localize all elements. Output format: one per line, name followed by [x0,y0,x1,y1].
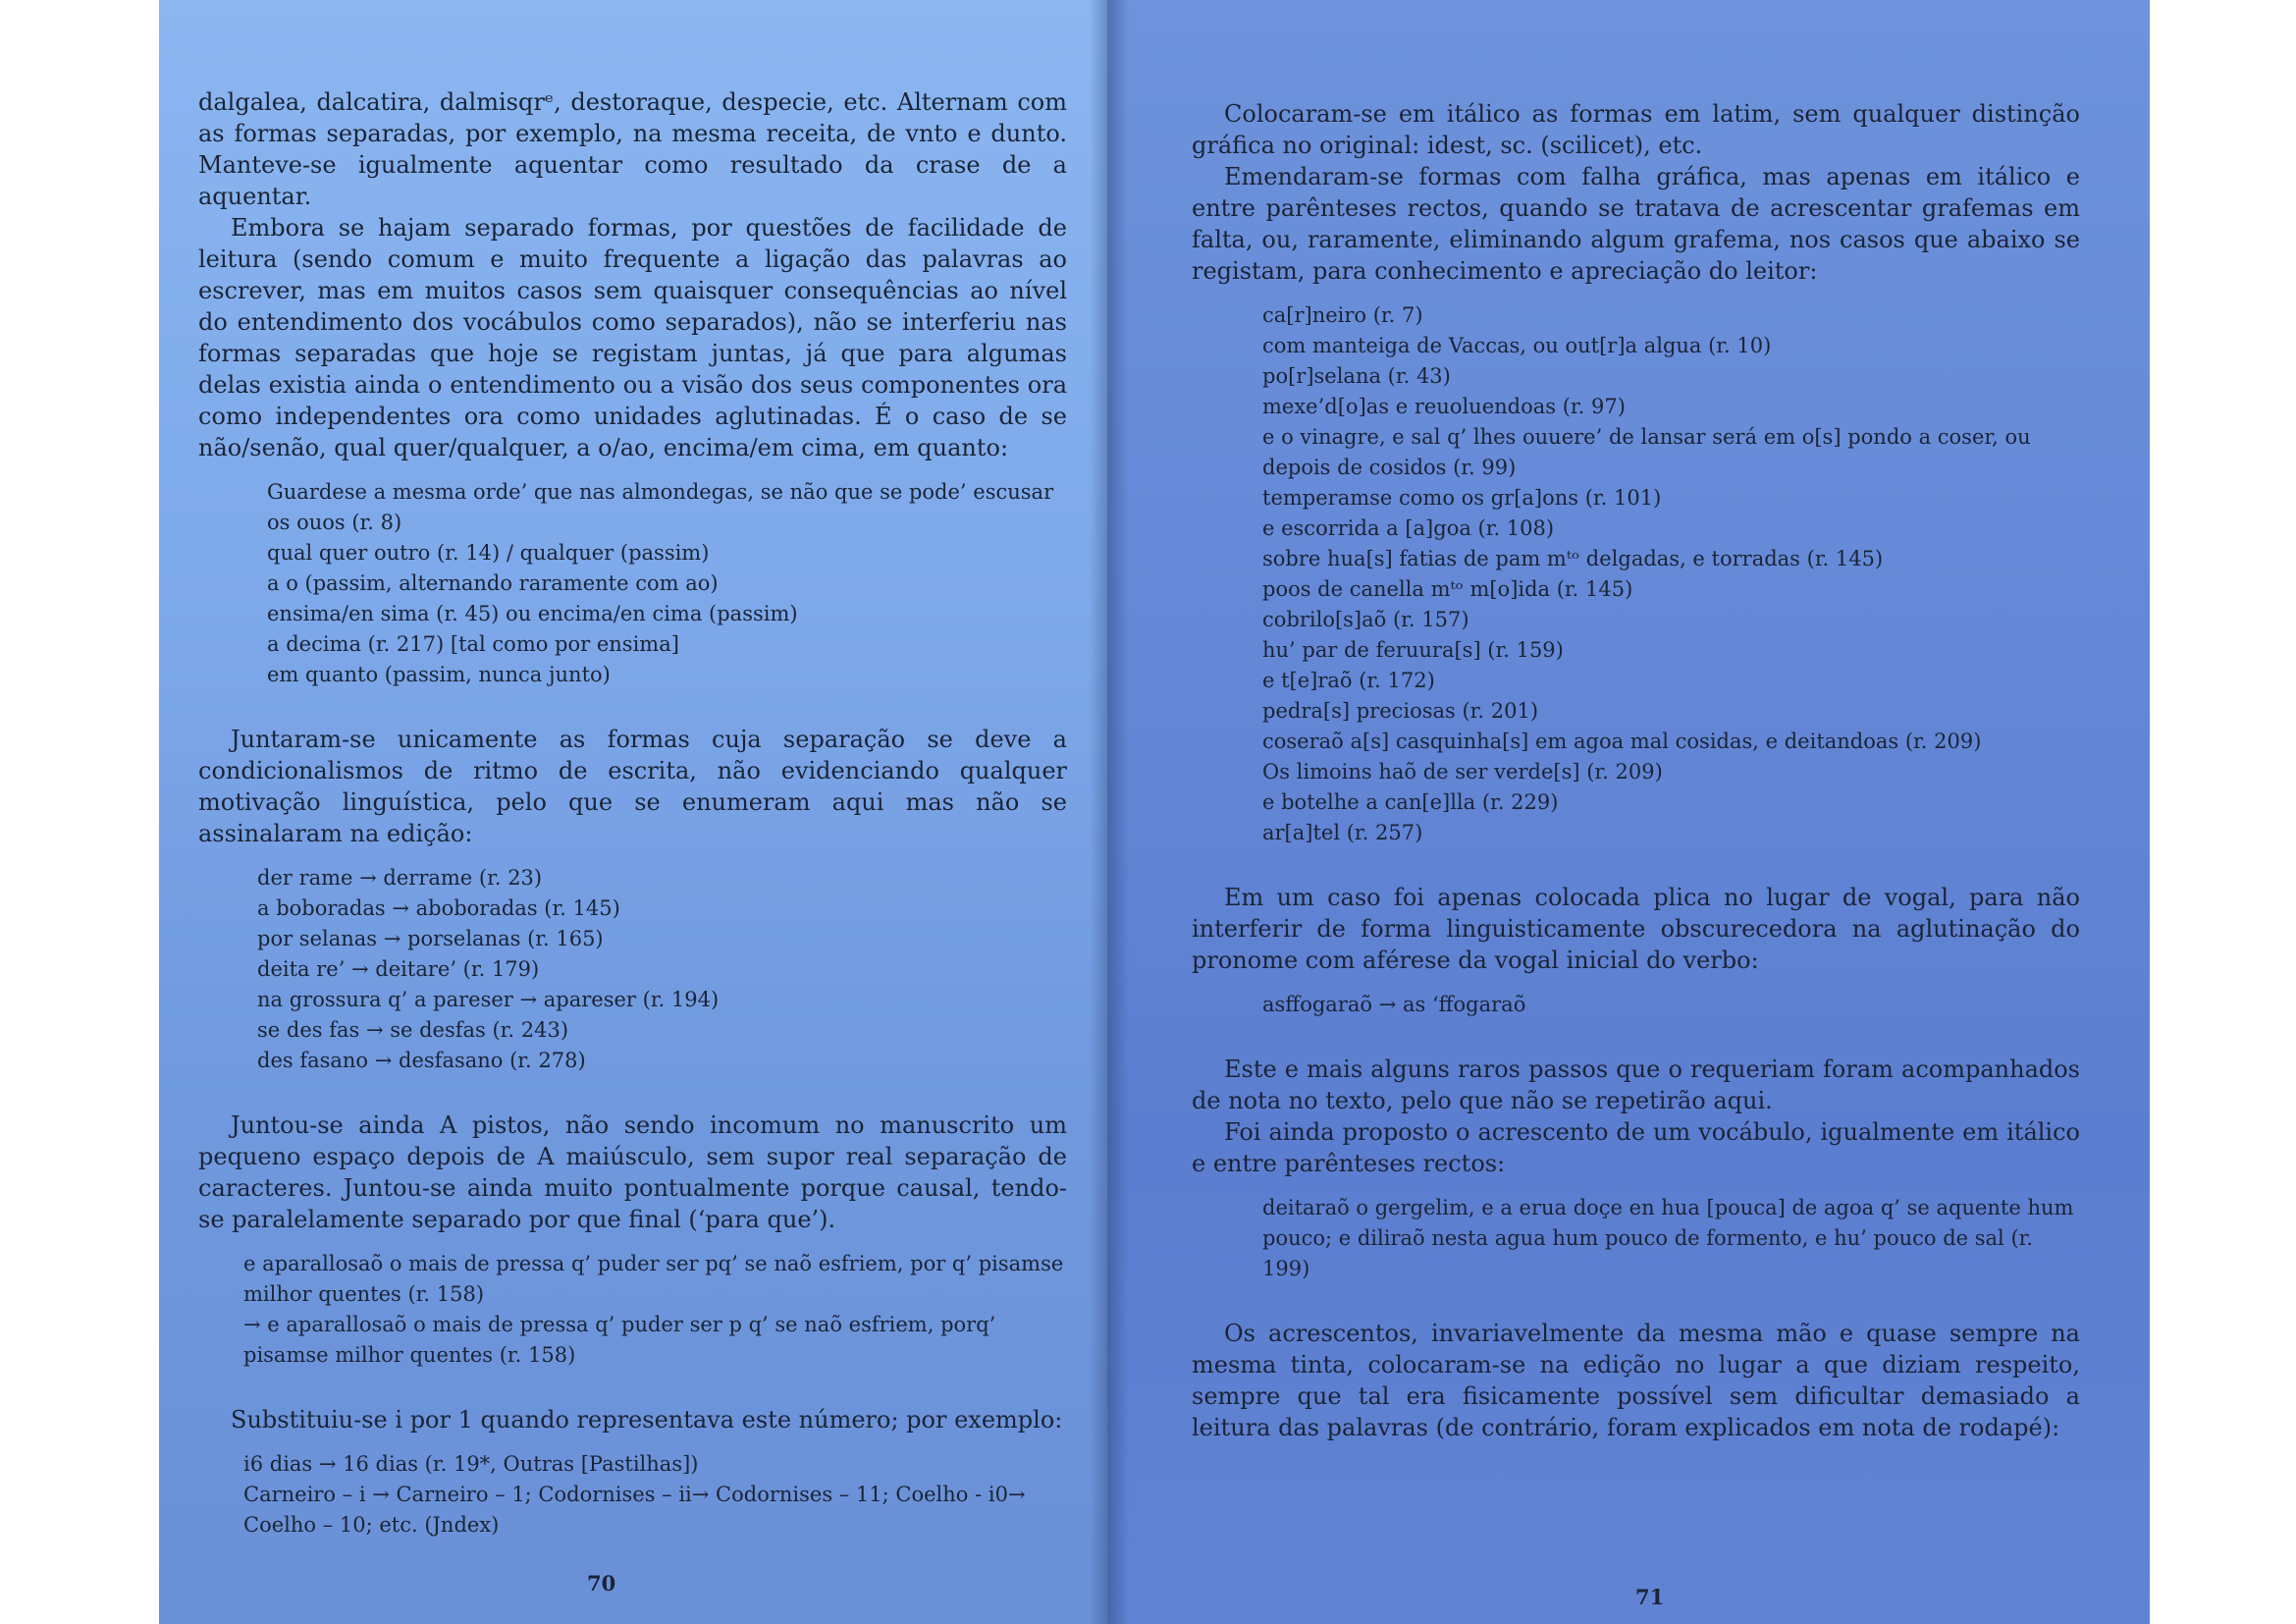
example-line: a decima (r. 217) [tal como por ensima] [267,632,679,656]
paragraph: Colocaram-se em itálico as formas em latim, sem qualquer distinção gráfica no original: idest, sc. (scilicet), etc. [1192,100,2080,159]
paragraph: Os acrescentos, invariavelmente da mesma mão e quase sempre na mesma tinta, colocaram-se na edição no lugar a que diziam respeito, sempre que tal era fisicamente possível sem dificultar demasiado a leitura das palavras (de contrário, foram explicados em nota de rodapé): [1192,1320,2080,1441]
left-page [159,0,1107,1624]
paragraph: Juntaram-se unicamente as formas cuja separação se deve a condicionalismos de ritmo de escrita, não evidenciando qualquer motivação linguística, pelo que se enumeram aqui mas não se assinalaram na edição: [198,726,1067,847]
page-number: 71 [1635,1585,1665,1609]
example-line: des fasano → desfasano (r. 278) [257,1049,586,1072]
example-block [1192,1193,2080,1284]
example-line: pedra[s] preciosas (r. 201) [1262,699,1539,723]
right-page-text [1192,98,2080,1443]
example-line: po[r]selana (r. 43) [1262,364,1451,388]
example-line: Carneiro – i → Carneiro – 1; Codornises – ii→ Codornises – 11; Coelho - i0→ Coelho – 10; etc. (Jndex) [243,1483,1026,1537]
paragraph: Embora se hajam separado formas, por questões de facilidade de leitura (sendo comum e muito frequente a ligação das palavras ao escrever, mas em muitos casos sem quaisquer consequências ao nível do entendimento dos vocábulos como separados), não se interferiu nas formas separadas que hoje se registam juntas, já que para algumas delas existia ainda o entendimento ou a visão dos seus componentes ora como independentes ora como unidades aglutinadas. É o caso de se não/senão, qual quer/qualquer, a o/ao, encima/em cima, em quanto: [198,214,1067,461]
example-block [198,1449,1067,1541]
example-line: der rame → derrame (r. 23) [257,866,543,890]
example-line: e aparallosaõ o mais de pressa q’ puder ser pq’ se naõ esfriem, por q’ pisamse milhor quentes (r. 158) [243,1252,1064,1306]
example-line: e o vinagre, e sal q’ lhes ouuere’ de lansar será em o[s] pondo a coser, ou depois de cosidos (r. 99) [1262,425,2031,479]
example-line: hu’ par de feruura[s] (r. 159) [1262,638,1564,662]
example-line: deitaraõ o gergelim, e a erua doçe en hua [pouca] de agoa q’ se aquente hum pouco; e diliraõ nesta agua hum pouco de formento, e hu’ pouco de sal (r. 199) [1262,1196,2074,1280]
example-line: Guardese a mesma orde’ que nas almondegas, se não que se pode’ escusar os ouos (r. 8) [267,480,1054,534]
example-line: ca[r]neiro (r. 7) [1262,303,1423,327]
example-line: a boboradas → aboboradas (r. 145) [257,896,620,920]
example-line: cobrilo[s]aõ (r. 157) [1262,608,1469,631]
example-line: i6 dias → 16 dias (r. 19*, Outras [Pastilhas]) [243,1452,699,1476]
paragraph: Substituiu-se i por 1 quando representava este número; por exemplo: [231,1406,1063,1434]
example-line: Os limoins haõ de ser verde[s] (r. 209) [1262,760,1663,784]
example-line: ensima/en sima (r. 45) ou encima/en cima (passim) [267,602,798,625]
book-gutter [1090,0,1129,1624]
paragraph: dalgalea, dalcatira, dalmisqrᵉ, destoraque, despecie, etc. Alternam com as formas separadas, por exemplo, na mesma receita, de vnto e dunto. Manteve-se igualmente aquentar como resultado da crase de a aquentar. [198,88,1067,210]
example-line: com manteiga de Vaccas, ou out[r]a algua (r. 10) [1262,334,1772,357]
left-page-text [198,86,1067,1554]
example-line: se des fas → se desfas (r. 243) [257,1018,569,1042]
example-line: ar[a]tel (r. 257) [1262,821,1423,844]
example-line: e botelhe a can[e]lla (r. 229) [1262,790,1559,814]
example-line: → e aparallosaõ o mais de pressa q’ puder ser p q’ se naõ esfriem, porq’ pisamse milhor quentes (r. 158) [243,1313,996,1367]
paragraph: Emendaram-se formas com falha gráfica, mas apenas em itálico e entre parênteses rectos, quando se tratava de acrescentar grafemas em falta, ou, raramente, eliminando algum grafema, nos casos que abaixo se registam, para conhecimento e apreciação do leitor: [1192,163,2080,285]
example-line: a o (passim, alternando raramente com ao) [267,571,719,595]
example-block [1192,300,2080,848]
example-line: poos de canella mᵗᵒ m[o]ida (r. 145) [1262,577,1633,601]
example-block [198,863,1067,1076]
paragraph: Juntou-se ainda A pistos, não sendo incomum no manuscrito um pequeno espaço depois de A maiúsculo, sem supor real separação de caracteres. Juntou-se ainda muito pontualmente porque causal, tendo-se paralelamente separado por que final (‘para que’). [198,1111,1067,1233]
example-line: asffogaraõ → as ‘ffogaraõ [1262,993,1526,1016]
example-line: por selanas → porselanas (r. 165) [257,927,604,950]
example-line: mexe’d[o]as e reuoluendoas (r. 97) [1262,395,1626,418]
example-block [198,1249,1067,1371]
right-page [1107,0,2150,1624]
paragraph: Em um caso foi apenas colocada plica no lugar de vogal, para não interferir de forma linguisticamente obscurecedora na aglutinação do pronome com aférese da vogal inicial do verbo: [1192,884,2080,974]
example-line: e escorrida a [a]goa (r. 108) [1262,516,1555,540]
example-line: qual quer outro (r. 14) / qualquer (passim) [267,541,710,565]
example-line: coseraõ a[s] casquinha[s] em agoa mal cosidas, e deitandoas (r. 209) [1262,730,1982,753]
example-line: e t[e]raõ (r. 172) [1262,669,1435,692]
example-line: deita re’ → deitare’ (r. 179) [257,957,540,981]
example-line: na grossura q’ a pareser → apareser (r. 194) [257,988,720,1011]
page-number: 70 [587,1571,616,1596]
example-line: sobre hua[s] fatias de pam mᵗᵒ delgadas, e torradas (r. 145) [1262,547,1884,570]
paragraph: Este e mais alguns raros passos que o requeriam foram acompanhados de nota no texto, pelo que não se repetirão aqui. [1192,1056,2080,1114]
example-line: em quanto (passim, nunca junto) [267,663,611,686]
example-block [1192,990,2080,1020]
paragraph: Foi ainda proposto o acrescento de um vocábulo, igualmente em itálico e entre parênteses rectos: [1192,1118,2080,1177]
example-line: temperamse como os gr[a]ons (r. 101) [1262,486,1662,510]
example-block [198,477,1067,690]
